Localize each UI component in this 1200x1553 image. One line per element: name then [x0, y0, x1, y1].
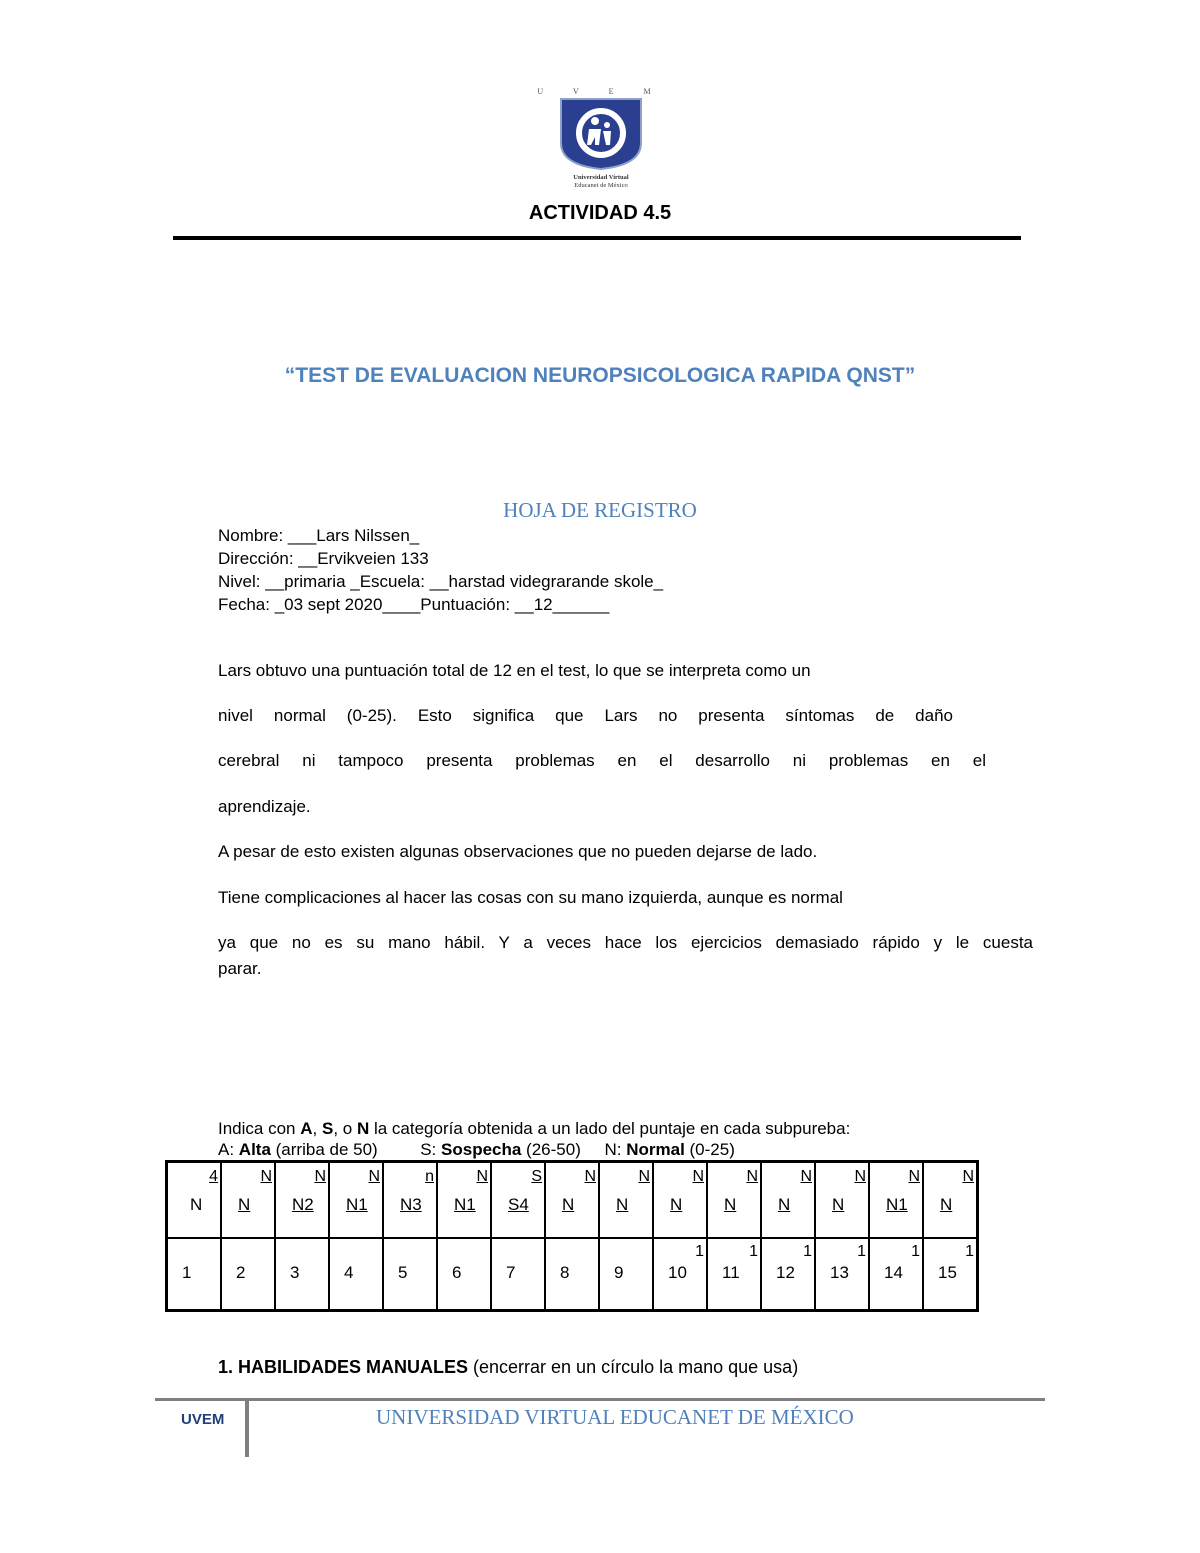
legend-key: A: Alta (arriba de 50) S: Sospecha (26-50) N: Normal (0-25) [218, 1140, 735, 1159]
score-cell: S S4 [491, 1162, 545, 1239]
number-cell: 6 [437, 1238, 491, 1311]
score-cell: N N [599, 1162, 653, 1239]
score-cell: N N1 [869, 1162, 923, 1239]
field-direccion: Dirección: __Ervikveien 133 [218, 549, 429, 568]
paragraph-line: parar. [218, 959, 262, 978]
field-nivel: Nivel: __primaria _Escuela: __harstad videgrarande skole_ [218, 572, 664, 591]
score-cell: n N3 [383, 1162, 437, 1239]
score-cell: N N [815, 1162, 869, 1239]
score-cell: 4 N [167, 1162, 222, 1239]
field-fecha: Fecha: _03 sept 2020____Puntuación: __12______ [218, 595, 610, 614]
score-row-categories [167, 1162, 978, 1239]
number-cell: 1 11 [707, 1238, 761, 1311]
paragraph-line: ya que no es su mano hábil. Y a veces hace los ejercicios demasiado rápido y le cuesta [218, 933, 1033, 952]
footer-divider [245, 1401, 249, 1457]
activity-title: ACTIVIDAD 4.5 [528, 202, 672, 224]
score-cell: N N1 [329, 1162, 383, 1239]
footer-left-label: UVEM [181, 1411, 225, 1428]
university-logo [537, 85, 665, 191]
number-cell: 7 [491, 1238, 545, 1311]
section-heading: 1. HABILIDADES MANUALES (encerrar en un círculo la mano que usa) [218, 1357, 799, 1377]
paragraph-line: aprendizaje. [218, 797, 311, 816]
logo-caption-2: Educanet de México [574, 182, 628, 189]
number-cell: 1 [167, 1238, 222, 1311]
score-cell: N N [545, 1162, 599, 1239]
sheet-title: HOJA DE REGISTRO [503, 498, 697, 522]
paragraph-line: Lars obtuvo una puntuación total de 12 en el test, lo que se interpreta como un [218, 661, 811, 680]
paragraph-line: cerebral ni tampoco presenta problemas en el desarrollo ni problemas en el [218, 751, 986, 770]
number-cell: 1 12 [761, 1238, 815, 1311]
number-cell: 1 15 [923, 1238, 978, 1311]
number-cell: 3 [275, 1238, 329, 1311]
score-table [165, 1160, 979, 1312]
number-cell: 1 13 [815, 1238, 869, 1311]
number-cell: 2 [221, 1238, 275, 1311]
field-nombre: Nombre: ___Lars Nilssen_ [218, 526, 420, 545]
number-cell: 1 10 [653, 1238, 707, 1311]
legend-instruction: Indica con A, S, o N la categoría obtenida a un lado del puntaje en cada subpureba: [218, 1119, 851, 1138]
test-title: “TEST DE EVALUACION NEUROPSICOLOGICA RAPIDA QNST” [284, 364, 916, 387]
number-cell: 8 [545, 1238, 599, 1311]
paragraph-line: nivel normal (0-25). Esto significa que Lars no presenta síntomas de daño [218, 706, 953, 725]
header-rule [173, 236, 1021, 240]
paragraph-line: Tiene complicaciones al hacer las cosas con su mano izquierda, aunque es normal [218, 888, 843, 907]
number-cell: 4 [329, 1238, 383, 1311]
number-cell: 9 [599, 1238, 653, 1311]
score-cell: N N [707, 1162, 761, 1239]
score-cell: N N [653, 1162, 707, 1239]
number-cell: 1 14 [869, 1238, 923, 1311]
paragraph-line: A pesar de esto existen algunas observaciones que no pueden dejarse de lado. [218, 842, 818, 861]
footer-university-name: UNIVERSIDAD VIRTUAL EDUCANET DE MÉXICO [376, 1405, 854, 1429]
score-cell: N N [923, 1162, 978, 1239]
score-cell: N N [221, 1162, 275, 1239]
logo-caption-1: Universidad Virtual [573, 174, 629, 181]
score-cell: N N1 [437, 1162, 491, 1239]
footer-rule [155, 1398, 1045, 1401]
number-cell: 5 [383, 1238, 437, 1311]
score-cell: N N2 [275, 1162, 329, 1239]
score-cell: N N [761, 1162, 815, 1239]
score-row-numbers [167, 1238, 978, 1311]
logo-letters: U V E M [537, 87, 665, 96]
